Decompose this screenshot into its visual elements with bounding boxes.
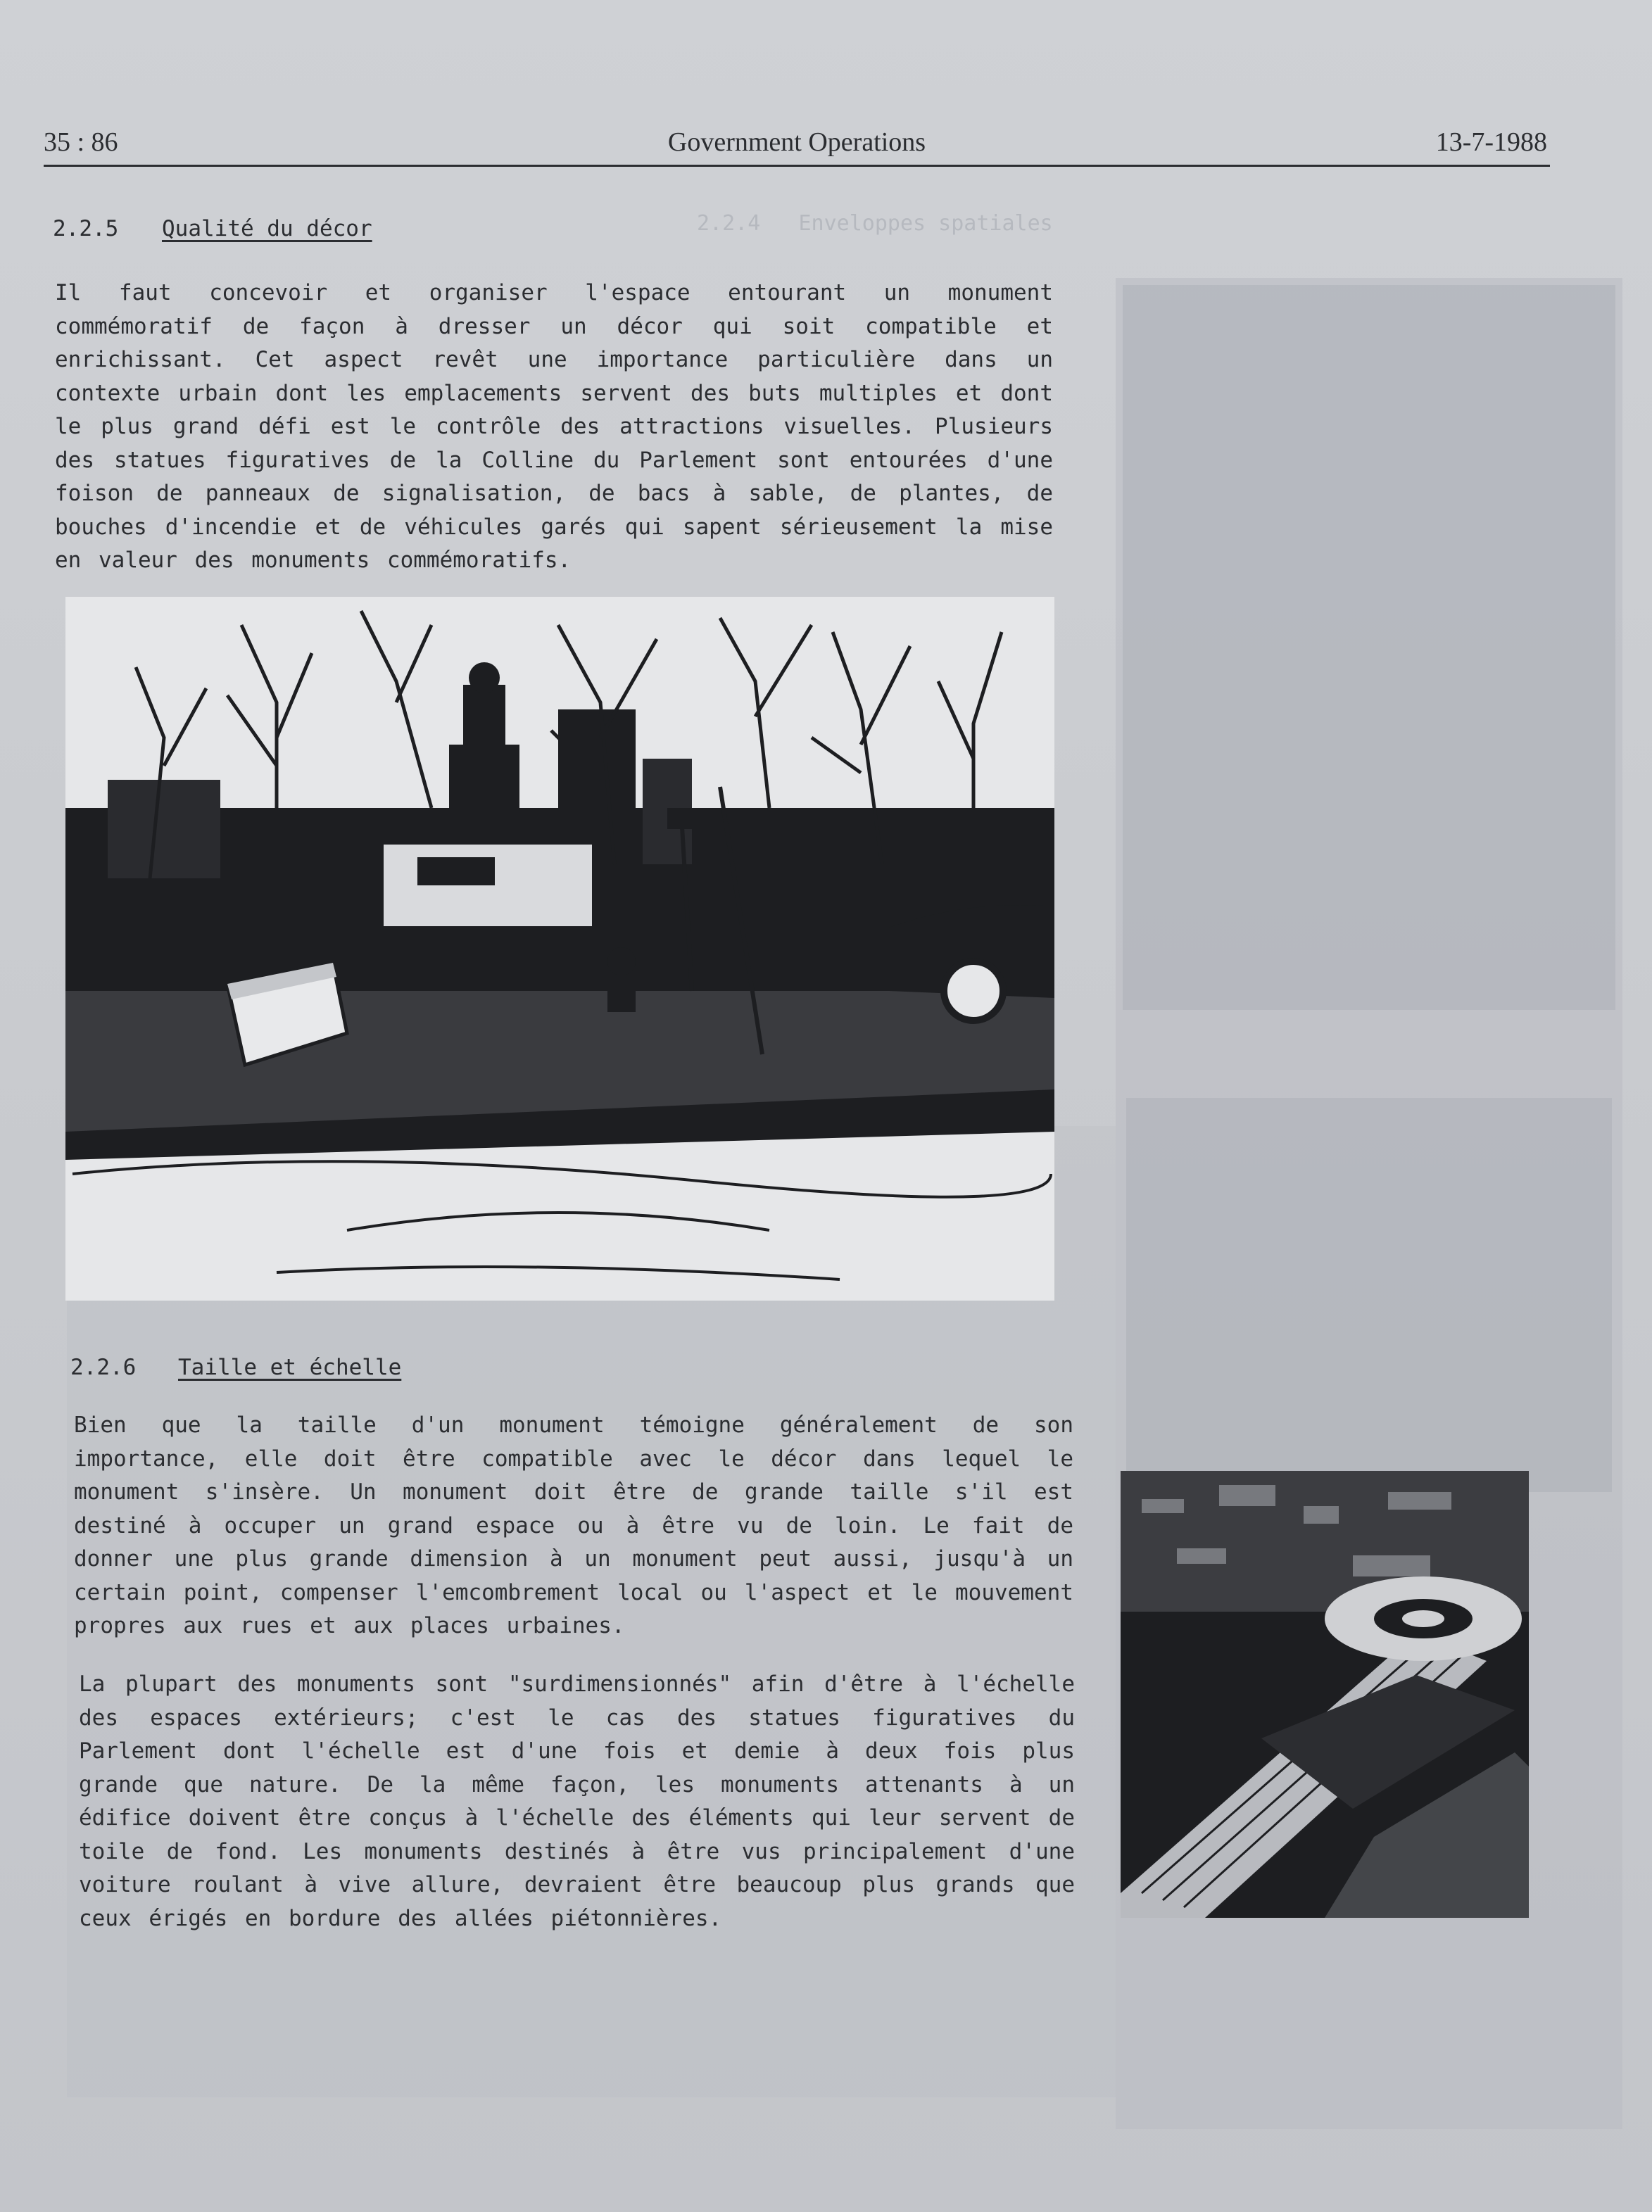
running-title: Government Operations [667,127,926,157]
section-2-2-6-paragraph-2: La plupart des monuments sont "surdimensionnés" afin d'être à l'échelle des espaces extérieurs; c'est le cas des statues figuratives du Parlement dont l'échelle est d'une fois et demie à deux fois plus grande que nature. De la même façon, les monuments attenants à un édifice doivent être conçus à l'échelle des éléments qui leur servent de toile de fond. Les monuments destinés à être vus principalement d'une voiture roulant à vive allure, devraient être beaucoup plus grands que ceux érigés en bordure des allées piétonnières. [79,1671,1075,1931]
aerial-plaza-photo [1121,1471,1529,1918]
show-through-photo-top [1123,285,1615,1010]
statue-street-photo [65,597,1054,1301]
section-2-2-6-paragraph-1: Bien que la taille d'un monument témoigne généralement de son importance, elle doit être compatible avec le décor dans lequel le monument s'insère. Un monument doit être de grande taille s'il est destiné à occuper un grand espace ou à être vu de loin. Le fait de donner une plus grande dimension à un monument peut aussi, jusqu'à un certain point, compenser l'emcombrement local ou l'aspect et le mouvement propres aux rues et aux places urbaines. [74,1412,1073,1638]
page-number: 35 : 86 [44,127,118,157]
header-date: 13-7-1988 [1435,127,1547,157]
section-number-2-2-5: 2.2.5 [53,216,119,241]
page-header [44,124,1550,167]
section-title-size-and-scale: Taille et échelle [178,1355,402,1380]
section-number-2-2-6: 2.2.6 [70,1355,137,1380]
section-title-quality-of-setting: Qualité du décor [162,216,372,241]
section-2-2-5-paragraph: Il faut concevoir et organiser l'espace entourant un monument commémoratif de façon à dresser un décor qui soit compatible et enrichissant. Cet aspect revêt une importance particulière dans un contexte urbain dont les emplacements servent des buts multiples et dont le plus grand défi est le contrôle des attractions visuelles. Plusieurs des statues figuratives de la Colline du Parlement sont entourées d'une foison de panneaux de signalisation, de bacs à sable, de plantes, de bouches d'incendie et de véhicules garés qui sapent sérieusement la mise en valeur des monuments commémoratifs. [55,280,1053,573]
show-through-heading: 2.2.4 Enveloppes spatiales [697,211,1053,236]
show-through-photo-bottom [1126,1098,1612,1492]
